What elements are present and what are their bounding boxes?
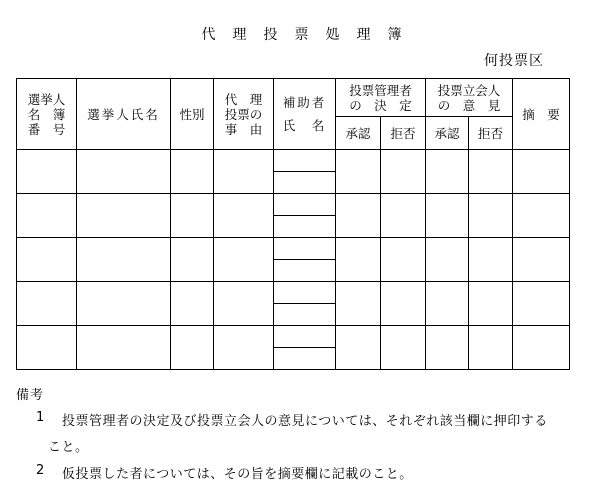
header-manager-approve: 承認	[336, 117, 381, 150]
header-gender: 性別	[171, 79, 214, 150]
header-elector-number: 選挙人 名 簿 番 号	[17, 79, 77, 150]
note-1-line1: 投票管理者の決定及び投票立会人の意見については、それぞれ該当欄に押印する	[62, 414, 548, 429]
document-title: 代理投票処理簿	[201, 27, 419, 43]
header-remarks: 摘 要	[513, 79, 570, 150]
header-elector-name: 選挙人氏名	[77, 79, 171, 150]
header-manager-reject: 拒否	[381, 117, 426, 150]
note-2-number: 2	[36, 463, 45, 478]
header-witness-opinion: 投票立会人 の 意 見	[426, 79, 513, 117]
table-row	[17, 194, 570, 216]
proxy-vote-ledger-table	[16, 78, 570, 370]
note-2-line1: 仮投票した者については、その旨を摘要欄に記載のこと。	[62, 467, 413, 482]
header-witness-reject: 拒否	[469, 117, 513, 150]
note-1-number: 1	[36, 410, 45, 425]
table-row	[17, 326, 570, 348]
table-row	[17, 282, 570, 304]
notes-heading: 備考	[16, 388, 45, 403]
header-manager-decision: 投票管理者 の 決 定	[336, 79, 426, 117]
table-row	[17, 238, 570, 260]
table-row	[17, 150, 570, 172]
polling-district-label: 何投票区	[484, 53, 544, 69]
header-witness-approve: 承認	[426, 117, 469, 150]
note-1-line2: こと。	[48, 440, 89, 455]
header-proxy-reason: 代 理 投票の 事 由	[214, 79, 274, 150]
header-assistant-name: 補助者 氏 名	[274, 79, 336, 150]
